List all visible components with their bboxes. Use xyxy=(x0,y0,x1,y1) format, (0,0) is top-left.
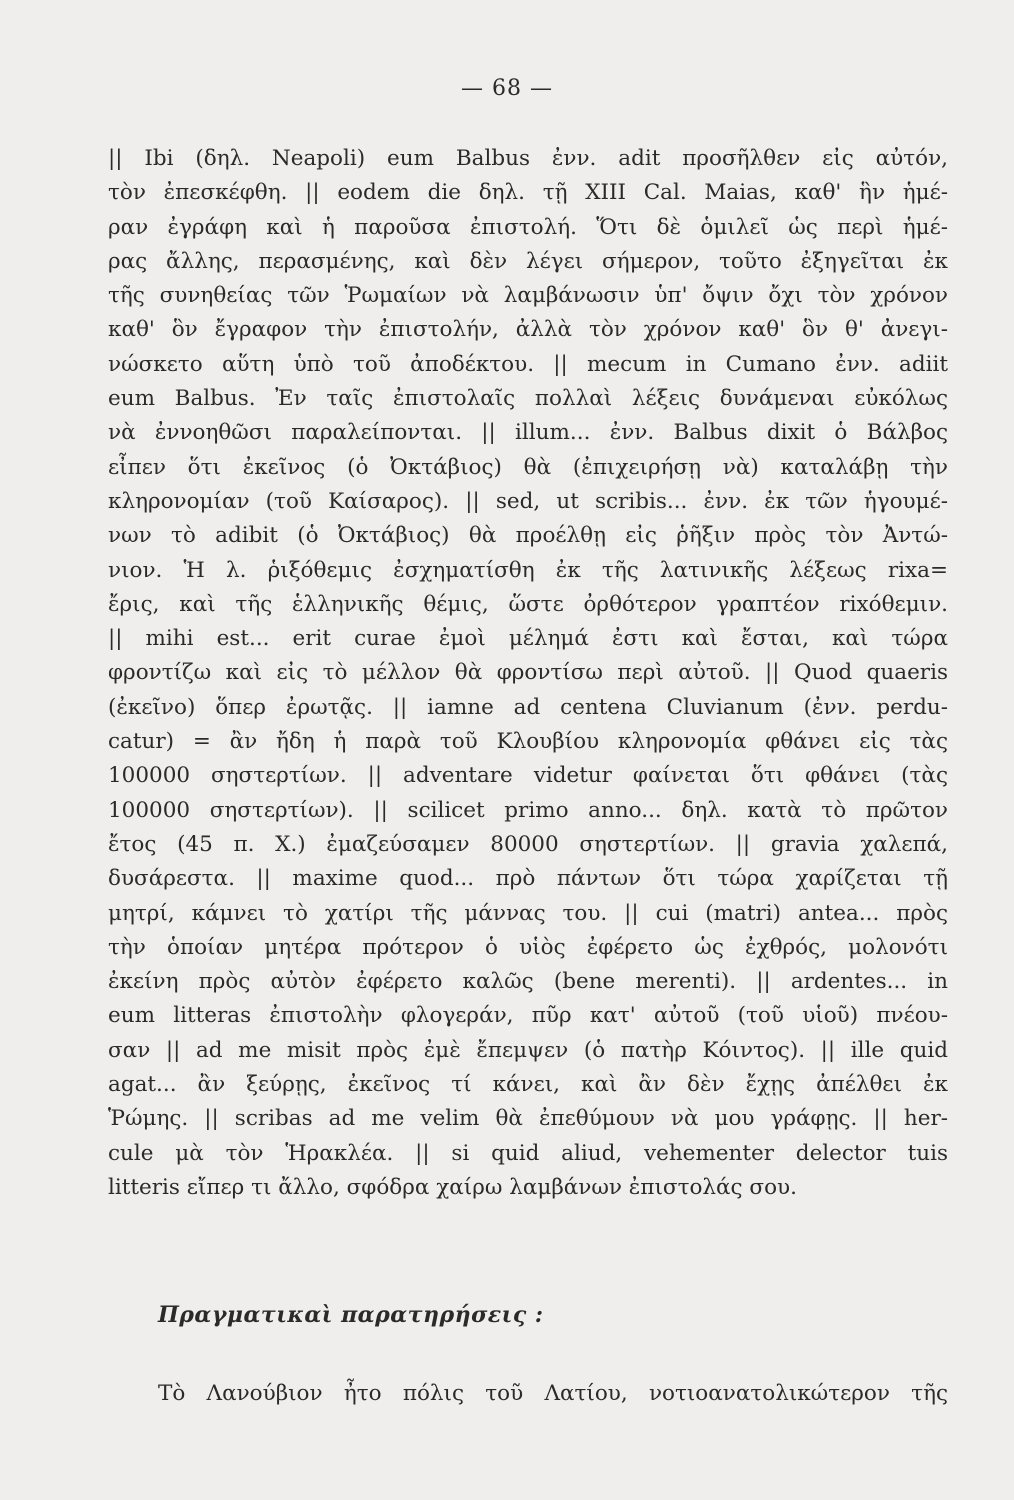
text-line: eum Balbus. Ἐν ταῖς ἐπιστολαῖς πολλαὶ λέξεις δυνάμεναι εὐκόλως xyxy=(108,386,948,412)
text-line: ρας ἄλλης, περασμένης, καὶ δὲν λέγει σήμερον, τοῦτο ἐξηγεῖται ἐκ xyxy=(108,248,948,274)
text-line: νώσκετο αὕτη ὑπὸ τοῦ ἀποδέκτου. || mecum in Cumano ἐνν. adiit xyxy=(108,351,948,377)
text-line: νιον. Ἡ λ. ῥιξόθεμις ἐσχηματίσθη ἐκ τῆς λατινικῆς λέξεως rixa= xyxy=(108,557,948,583)
text-line: Ῥώμης. || scribas ad me velim θὰ ἐπεθύμουν νὰ μου γράφῃς. || her- xyxy=(108,1106,948,1132)
text-line: εἶπεν ὅτι ἐκεῖνος (ὁ Ὀκτάβιος) θὰ (ἐπιχειρήσῃ νὰ) καταλάβῃ τὴν xyxy=(108,454,948,480)
text-line: 100000 σηστερτίων. || adventare videtur φαίνεται ὅτι φθάνει (τὰς xyxy=(108,763,948,789)
text-line: (ἐκεῖνο) ὅπερ ἐρωτᾷς. || iamne ad centena Cluvianum (ἐνν. perdu- xyxy=(108,694,948,720)
text-line: σαν || ad me misit πρὸς ἐμὲ ἔπεμψεν (ὁ πατὴρ Κόιντος). || ille quid xyxy=(108,1037,948,1063)
text-line: eum litteras ἐπιστολὴν φλογεράν, πῦρ κατ' αὐτοῦ (τοῦ υἱοῦ) πνέου- xyxy=(108,1003,948,1029)
text-line: ἐκείνη πρὸς αὐτὸν ἐφέρετο καλῶς (bene merenti). || ardentes... in xyxy=(108,969,948,995)
text-line: δυσάρεστα. || maxime quod... πρὸ πάντων ὅτι τώρα χαρίζεται τῇ xyxy=(108,866,948,892)
text-line: μητρί, κάμνει τὸ χατίρι τῆς μάννας του. || cui (matri) antea... πρὸς xyxy=(108,900,948,926)
text-line: ἔτος (45 π. Χ.) ἐμαζεύσαμεν 80000 σηστερτίων. || gravia χαλεπά, xyxy=(108,831,948,857)
commentary-text xyxy=(108,142,948,1205)
text-line: καθ' ὃν ἔγραφον τὴν ἐπιστολήν, ἀλλὰ τὸν χρόνον καθ' ὃν θ' ἀνεγι- xyxy=(108,317,948,343)
text-line: catur) = ἂν ἤδη ἡ παρὰ τοῦ Κλουβίου κληρονομία φθάνει εἰς τὰς xyxy=(108,729,948,755)
text-line: ραν ἐγράφη καὶ ἡ παροῦσα ἐπιστολή. Ὅτι δὲ ὁμιλεῖ ὡς περὶ ἡμέ- xyxy=(108,214,948,240)
text-line: 100000 σηστερτίων). || scilicet primo anno... δηλ. κατὰ τὸ πρῶτον xyxy=(108,797,948,823)
text-line: τῆς συνηθείας τῶν Ῥωμαίων νὰ λαμβάνωσιν ὑπ' ὄψιν ὄχι τὸν χρόνον xyxy=(108,283,948,309)
text-line: τὴν ὁποίαν μητέρα πρότερον ὁ υἱὸς ἐφέρετο ὡς ἐχθρός, μολονότι xyxy=(108,934,948,960)
text-line: ἔρις, καὶ τῆς ἑλληνικῆς θέμις, ὥστε ὀρθότερον γραπτέον rixόθεμιν. xyxy=(108,591,948,617)
text-line: Τὸ Λανούβιον ἦτο πόλις τοῦ Λατίου, νοτιοανατολικώτερον τῆς xyxy=(158,1381,948,1406)
text-line: litteris εἴπερ τι ἄλλο, σφόδρα χαίρω λαμβάνων ἐπιστολάς σου. xyxy=(108,1174,797,1200)
text-line: agat... ἂν ξεύρῃς, ἐκεῖνος τί κάνει, καὶ ἂν δὲν ἔχῃς ἀπέλθει ἐκ xyxy=(108,1072,948,1098)
text-line: || Ibi (δηλ. Neapoli) eum Balbus ἐνν. adit προσῆλθεν εἰς αὐτόν, xyxy=(108,146,948,171)
section-heading: Πραγματικαὶ παρατηρήσεις : xyxy=(158,1302,544,1328)
text-line: κληρονομίαν (τοῦ Καίσαρος). || sed, ut scribis... ἐνν. ἐκ τῶν ἡγουμέ- xyxy=(108,488,948,514)
text-line: νὰ ἐννοηθῶσι παραλείπονται. || illum... ἐνν. Balbus dixit ὁ Βάλβος xyxy=(108,420,948,446)
text-line: τὸν ἐπεσκέφθη. || eodem die δηλ. τῇ XIII Cal. Maias, καθ' ἣν ἡμέ- xyxy=(108,180,948,206)
text-line: φροντίζω καὶ εἰς τὸ μέλλον θὰ φροντίσω περὶ αὐτοῦ. || Quod quaeris xyxy=(108,660,948,686)
text-line: νων τὸ adibit (ὁ Ὀκτάβιος) θὰ προέλθῃ εἰς ῥῆξιν πρὸς τὸν Ἀντώ- xyxy=(108,523,948,549)
page-number: — 68 — xyxy=(461,76,553,101)
text-line: || mihi est... erit curae ἐμοὶ μέλημά ἐστι καὶ ἔσται, καὶ τώρα xyxy=(108,626,948,652)
text-line: cule μὰ τὸν Ἡρακλέα. || si quid aliud, vehementer delector tuis xyxy=(108,1140,948,1166)
